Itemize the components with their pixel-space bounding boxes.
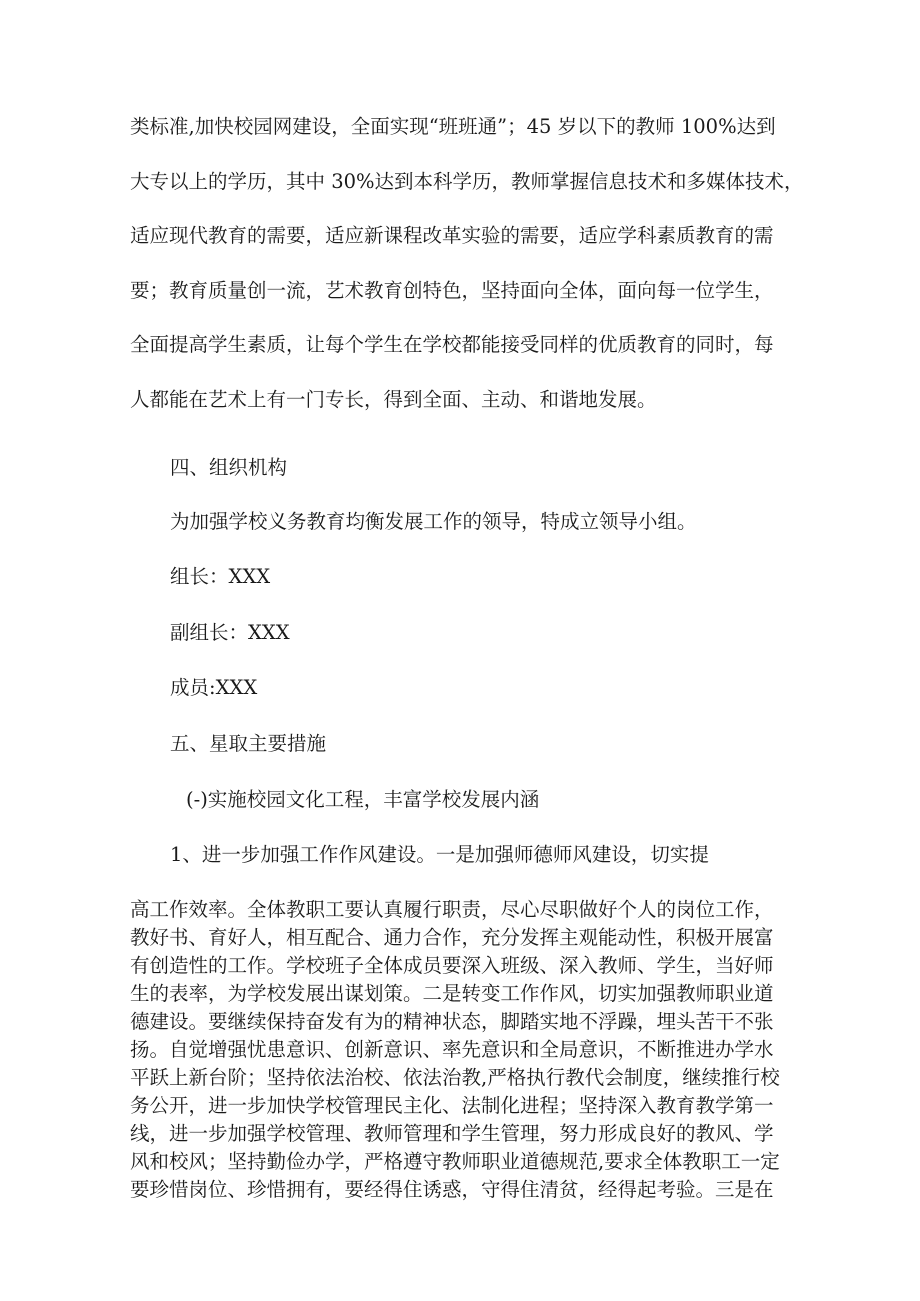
text-line: 德建设。要继续保持奋发有为的精神状态，脚踏实地不浮躁，埋头苦干不张 bbox=[130, 1010, 774, 1033]
text-line: 平跃上新台阶；坚持依法治校、依法治教,严格执行教代会制度，继续推行校 bbox=[130, 1066, 780, 1089]
text-line: 高工作效率。全体教职工要认真履行职责，尽心尽职做好个人的岗位工作， bbox=[130, 898, 774, 921]
text-line: 全面提高学生素质，让每个学生在学校都能接受同样的优质教育的同时，每 bbox=[130, 333, 774, 356]
text-line: 生的表率，为学校发展出谋划策。二是转变工作作风，切实加强教师职业道 bbox=[130, 982, 774, 1005]
section-4-heading: 四、组织机构 bbox=[170, 456, 288, 479]
text-line: 教好书、育好人，相互配合、通力合作，充分发挥主观能动性，积极开展富 bbox=[130, 926, 774, 949]
text-line: 务公开，进一步加快学校管理民主化、法制化进程；坚持深入教育教学第一 bbox=[130, 1094, 774, 1117]
subsection-1-heading: (-)实施校园文化工程，丰富学校发展内涵 bbox=[186, 788, 540, 811]
text-line: 有创造性的工作。学校班子全体成员要深入班级、深入教师、学生，当好师 bbox=[130, 954, 774, 977]
section-4-intro: 为加强学校义务教育均衡发展工作的领导，特成立领导小组。 bbox=[170, 510, 697, 533]
leader-line: 组长：XXX bbox=[170, 565, 271, 588]
measures-paragraph bbox=[130, 896, 810, 1204]
text-line: 要珍惜岗位、珍惜拥有，要经得住诱惑，守得住清贫，经得起考验。三是在 bbox=[130, 1178, 774, 1201]
text-line: 线，进一步加强学校管理、教师管理和学生管理，努力形成良好的教风、学 bbox=[130, 1122, 774, 1145]
text-line: 扬。自觉增强忧患意识、创新意识、率先意识和全局意识，不断推进办学水 bbox=[130, 1038, 774, 1061]
text-line: 人都能在艺术上有一门专长，得到全面、主动、和谐地发展。 bbox=[130, 387, 657, 411]
text-line: 要；教育质量创一流，艺术教育创特色，坚持面向全体，面向每一位学生， bbox=[130, 278, 774, 302]
item-1-line: 1、进一步加强工作作风建设。一是加强师德师风建设，切实提 bbox=[170, 843, 709, 866]
section-5-heading: 五、星取主要措施 bbox=[170, 732, 327, 755]
text-line: 风和校风；坚持勤俭办学，严格遵守教师职业道德规范,要求全体教职工一定 bbox=[130, 1150, 780, 1173]
text-line: 适应现代教育的需要，适应新课程改革实验的需要，适应学科素质教育的需 bbox=[130, 224, 774, 247]
deputy-leader-line: 副组长：XXX bbox=[170, 621, 290, 644]
text-line: 类标准,加快校园网建设，全面实现“班班通”；45 岁以下的教师 100%达到 bbox=[130, 115, 776, 138]
text-line: 大专以上的学历，其中 30%达到本科学历，教师掌握信息技术和多媒体技术， bbox=[130, 169, 804, 193]
intro-paragraph bbox=[130, 100, 810, 427]
members-line: 成员:XXX bbox=[170, 676, 258, 699]
